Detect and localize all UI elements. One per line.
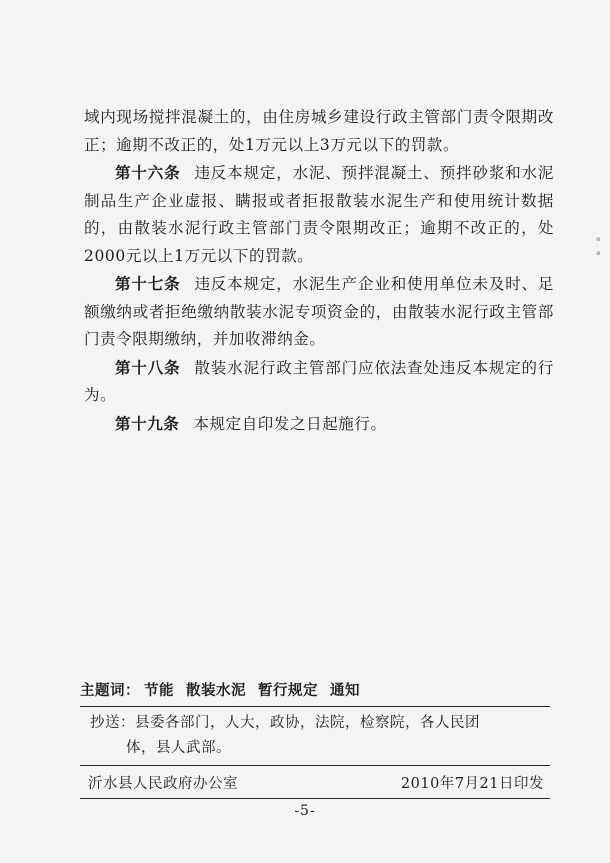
subject-term: 散装水泥 bbox=[186, 682, 246, 699]
issuer: 沂水县人民政府办公室 bbox=[88, 775, 238, 792]
issue-row bbox=[80, 766, 550, 799]
article-16 bbox=[84, 159, 554, 270]
document-body bbox=[84, 104, 554, 438]
article-17 bbox=[84, 270, 554, 354]
article-18 bbox=[84, 354, 554, 410]
subject-term: 暂行规定 bbox=[258, 682, 318, 699]
subject-term: 节能 bbox=[144, 682, 174, 699]
issue-date: 2010年7月21日印发 bbox=[400, 775, 544, 792]
continuation-paragraph: 域内现场搅拌混凝土的，由住房城乡建设行政主管部门责令限期改正；逾期不改正的，处1万元以上3万元以下的罚款。 bbox=[84, 108, 554, 154]
cc-block bbox=[80, 707, 550, 766]
article-19 bbox=[84, 410, 554, 439]
article-16-text: 违反本规定，水泥、预拌混凝土、预拌砂浆和水泥制品生产企业虚报、瞒报或者拒报散装水泥生产和使用统计数据的，由散装水泥行政主管部门责令限期改正；逾期不改正的，处2000元以上1万元以下的罚款。 bbox=[84, 164, 555, 265]
cc-line: 抄送：县委各部门，人大，政协，法院，检察院，各人民团 bbox=[90, 715, 480, 731]
document-footer bbox=[80, 676, 550, 799]
subject-words-label: 主题词： bbox=[80, 682, 140, 699]
page-number: -5- bbox=[294, 803, 316, 819]
article-17-text: 违反本规定，水泥生产企业和使用单位未及时、足额缴纳或者拒绝缴纳散装水泥专项资金的，由散装水泥行政主管部门责令限期缴纳，并加收滞纳金。 bbox=[84, 275, 555, 348]
article-16-label: 第十六条 bbox=[115, 163, 181, 182]
cc-line-continued: 体，县人武部。 bbox=[126, 740, 231, 756]
scan-margin-mark: ▪ · ▪ bbox=[596, 235, 601, 257]
article-18-label: 第十八条 bbox=[115, 357, 181, 377]
article-18-text: 散装水泥行政主管部门应依法查处违反本规定的行为。 bbox=[84, 358, 555, 404]
article-17-label: 第十七条 bbox=[115, 274, 181, 293]
article-19-label: 第十九条 bbox=[115, 413, 180, 433]
article-19-text: 本规定自印发之日起施行。 bbox=[193, 414, 387, 433]
subject-words-row bbox=[80, 676, 550, 707]
subject-term: 通知 bbox=[330, 682, 360, 699]
